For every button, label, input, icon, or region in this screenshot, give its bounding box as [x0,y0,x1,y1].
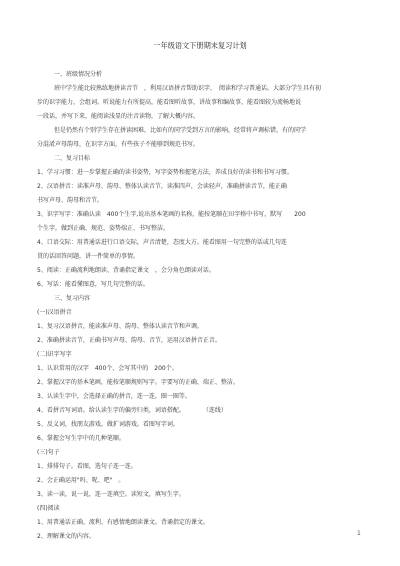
paragraph-line: 班中学生能比较熟练地拼读音节 ，利用汉语拼音帮助识字， 阅读和学习普通话。大部分学生具有初 [54,85,322,92]
list-item: 3、读一读，说一说，连一连填空。读短文，填写生字。 [37,491,185,498]
section-heading-class-analysis: 一、班级情况分析 [54,71,103,78]
list-item: 6、写话：能看懂图意，写几句完整的话。 [37,281,149,288]
list-item: 1、排排句子。看图，选句子连一连。 [37,463,137,470]
list-item: 1、学习习惯：进一步掌握正确的读书姿势，写字姿势和握笔方法，养成良好的读书和书写习惯。 [37,169,293,176]
list-item-continuation: 贯的话回答问题，讲一件简单的事情。 [37,253,140,260]
list-item: 1、认识常用的汉字 400个，会写其中的 200个。 [37,365,178,372]
paragraph-line: 一段话，并写下来，能阅读浅显的注音读物，了解大概内容。 [37,113,200,120]
list-item: 2、准确拼读音节，正确书写声母、韵母、音节，运用汉语拼音正音。 [37,337,221,344]
list-item: 2、掌握汉字的基本笔画，能按笔顺规则写字。字要写的正确、端正、整洁。 [37,379,239,386]
list-item-continuation: 书写声母、韵母和音节。 [37,197,104,204]
subsection-heading: (四)阅读 [37,505,60,512]
subsection-heading: (二)识字写字 [37,351,72,358]
list-item: 1、用普通话正确、流利、有感情地朗读课文。背诵指定的课文。 [37,519,209,526]
list-item: 4、看拼音写词语。给认读生字的偏旁归类，词语搭配。 （连线） [37,407,227,414]
list-item: 5、反义词，找朋友游戏。做扩词游戏。看图写字词。 [37,421,179,428]
section-heading-review-goals: 二、复习目标 [54,155,91,162]
document-title: 一年级语文下册期末复习计划 [153,41,247,50]
paragraph-line: 分混淆声母韵母，在识字方面，有些孩子不能够到规范书写。 [37,141,200,148]
list-item: 2、理解课文的内容。 [37,533,95,540]
list-item-continuation: 个生字，做到正确、规范、姿势端正、书写整洁。 [37,225,170,232]
list-item: 3、认读生字中，会选择正确的拼音，连一连，圈一圈等。 [37,393,191,400]
subsection-heading: (三)句子 [37,449,60,456]
list-item: 6、掌握会写生字中的几种笔顺。 [37,435,125,442]
subsection-heading: (一)汉语拼音 [37,309,72,316]
paragraph-line: 步的识字能力，会组词。听说能力有所提高，能看图听故事，讲故事和编故事，能看图较为流畅地说 [37,99,302,106]
list-item: 2、汉语拼音：读准声母、韵母、整体认读音节，读准四声，会读轻声，准确拼读音节，能正确 [37,183,287,190]
page-number: 1 [357,530,361,537]
paragraph-line: 但是仍然有个别学生存在拼读困难，比如有的同学受到方言的影响，经常将声调标错，有的同学 [54,127,307,134]
section-heading-review-content: 三、复习内容 [54,295,91,302]
list-item: 4、口语交际：用普通话进行口语交际，声音清楚，态度大方。能看图用一句完整的话或几句连 [37,239,287,246]
list-item: 3、识字写字：准确认读 400个生字,说出基本笔画的名称，能按笔顺在田字格中书写，默写 200 [37,211,306,218]
list-item: 1、复习汉语拼音，能读准声母、韵母、整体认读音节和声调。 [37,323,203,330]
list-item: 2、会正确运用"吗、呢、吧" 。 [37,477,125,484]
list-item: 5、阅读：正确流利地朗读、背诵指定课文 ，会分角色朗读对话。 [37,267,215,274]
